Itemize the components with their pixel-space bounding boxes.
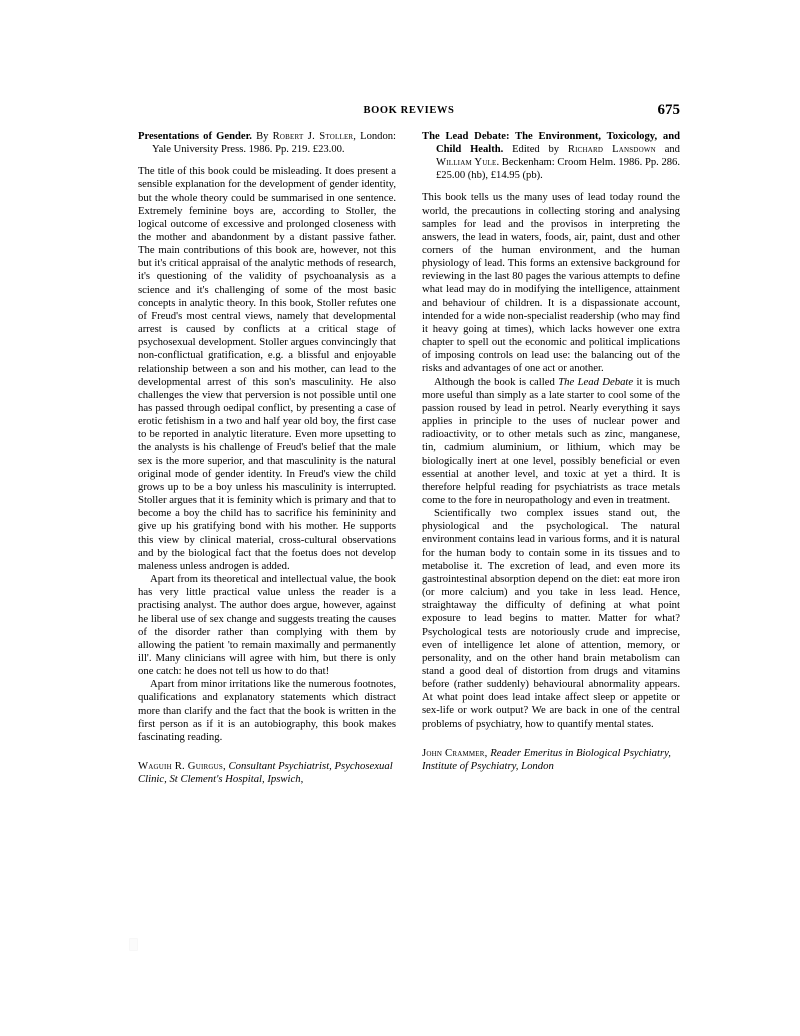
book-title-right: The Lead Debate: The Environment, Toxicology, and Child Health. [422,131,680,156]
inline-book-title: The Lead Debate [558,375,634,388]
book-imprint-left: , London: Yale University Press. 1986. Pp. 219. £23.00. [152,131,396,156]
reviewer-name-right: John Crammer, [422,746,488,759]
page-number: 675 [657,102,680,118]
reviewer-byline-left [138,760,396,787]
reviewer-name-left: Waguih R. Guirgus, [138,760,226,773]
book-headnote-left [138,130,396,156]
book-editor-connector-right: Edited by [503,144,568,156]
reviewer-affiliation-right: Reader Emeritus in Biological Psychiatry, Institute of Psychiatry, London [422,746,671,773]
scan-artifact-speck [129,938,138,951]
book-imprint-right: . Beckenham: Croom Helm. 1986. Pp. 286. £25.00 (hb), £14.95 (pb). [436,157,681,182]
reviewer-byline-right [422,747,680,774]
review-paragraph: Scientifically two complex issues stand out, the physiological and the psychological. The natural environment contains lead in various forms, and it is natural for the human body to contain some in its tissues and to metabolise it. The excretion of lead, and even more its gastrointestinal absorption depend on the diet: eat more iron (or more calcium) and you take in less lead. Hence, straightaway the difficulty of defining at what point exposure to lead begins to matter. Matter for what? Psychological tests are notoriously crude and imprecise, even of intelligence let alone of attention, memory, or personality, and on the other hand brain metabolism can stand a good deal of distortion from drugs and vitamins before (rather suddenly) behavioural abnormality appears. At what point does lead intake affect sleep or appetite or sex-life or work output? We are back in one of the central problems of psychiatry, how to quantify mental states. [422,507,680,730]
book-editor-right: Richard Lansdown [567,144,656,156]
review-paragraph: The title of this book could be misleading. It does present a sensible explanation for the development of gender identity, but the whole theory could be summarised in one sentence. Extremely feminine boys are, according to Stoller, the logical outcome of excessive and prolonged closeness with the mother and abandonment by a distant passive father. The main contributions of this book are, however, not this but it's critical appraisal of the analytic methods of research, it's questioning of the validity of psychoanalysis as a science and it's challenging of some of the most basic concepts in analytic theory. In this book, Stoller refutes one of Freud's most central views, namely that developmental arrest is caused by conflicts at a critical stage of psychosexual development. Stoller argues convincingly that non-conflictual gratification, e.g. a blissful and enjoyable relationship between a son and his mother, can lead to the developmental arrest of this son's masculinity. He also challenges the view that perversion is not possible until one has passed through oedipal conflict, by presenting a case of erotic fetishism in a two and half year old boy, the first case to be reported in analytic literature. Even more upsetting to the analysts is his challenge of Freud's belief that the male sex is the more superior, and that masculinity is the natural original mode of gender identity. In Freud's view the child grows up to be a boy unless his masculinity is interrupted. Stoller argues that it is feminity which is primary and that to become a boy the child has to sacrifice his femininity and give up his gratifying bond with his mother. He supports this view by clinical material, cross-cultural observations and by the biological fact that the foetus does not develop maleness unless androgen is added. [138,165,396,572]
book-byline-connector-left: By [251,131,273,142]
column-left [138,130,396,787]
review-paragraph: This book tells us the many uses of lead today round the world, the precautions in collecting storing and analysing samples for lead and the provisos in interpreting the answers, the lead in waters, foods, air, paint, dust and other corners of the human environment, and the human physiology of lead. This forms an extensive background for reviewing in the last 80 pages the various attempts to define what lead may do in modifying the intelligence, attainment and behaviour of children. It is a dispassionate account, intended for a wide non-specialist readership (who may find it heavy going at times), which lacks however one extra chapter to spell out the economic and political implications of imposing controls on lead use: the balancing out of the risks and advantages of one act or another. [422,191,680,375]
book-author-left: Robert J. Stoller [272,131,354,142]
book-editor2-right: William Yule [436,157,497,169]
two-column-body [138,130,680,787]
review-paragraph: Apart from minor irritations like the numerous footnotes, qualifications and explanatory statements which distract more than clarify and the fact that the book is written in the first person as if it is an autobiography, this book makes fascinating reading. [138,678,396,743]
review-paragraph: Apart from its theoretical and intellectual value, the book has very little practical value unless the reader is a practising analyst. The author does argue, however, against he liberal use of sex change and suggests treating the causes of the disorder rather than complying with them by allowing the patient 'to remain maximally and permanently ill'. Many clinicians will agree with him, but there is only one catch: he does not tell us how to do that! [138,573,396,678]
running-head-title: BOOK REVIEWS [363,105,455,116]
book-title-left: Presentations of Gender. [138,131,252,142]
column-right [422,130,680,787]
running-head [138,104,680,120]
reviewer-affiliation-left: Consultant Psychiatrist, Psychosexual Clinic, St Clement's Hospital, Ipswich, [138,760,393,786]
book-editor-conjunction-right: and [655,144,680,156]
review-paragraph: Although the book is called The Lead Debate it is much more useful than simply as a late starter to cool some of the passion roused by lead in petrol. Nearly everything it says applies in principle to the uses of nuclear power and radioactivity, or to other metals such as zinc, manganese, tin, cadmium aluminium, or lithium, which may be biologically inert at one level, possibly beneficial or even essential at another level, and toxic at yet a third. It is therefore helpful reading for psychiatrists as trace metals come to the fore in neuropathology and even in treatment. [422,375,681,506]
book-headnote-right [422,130,680,182]
